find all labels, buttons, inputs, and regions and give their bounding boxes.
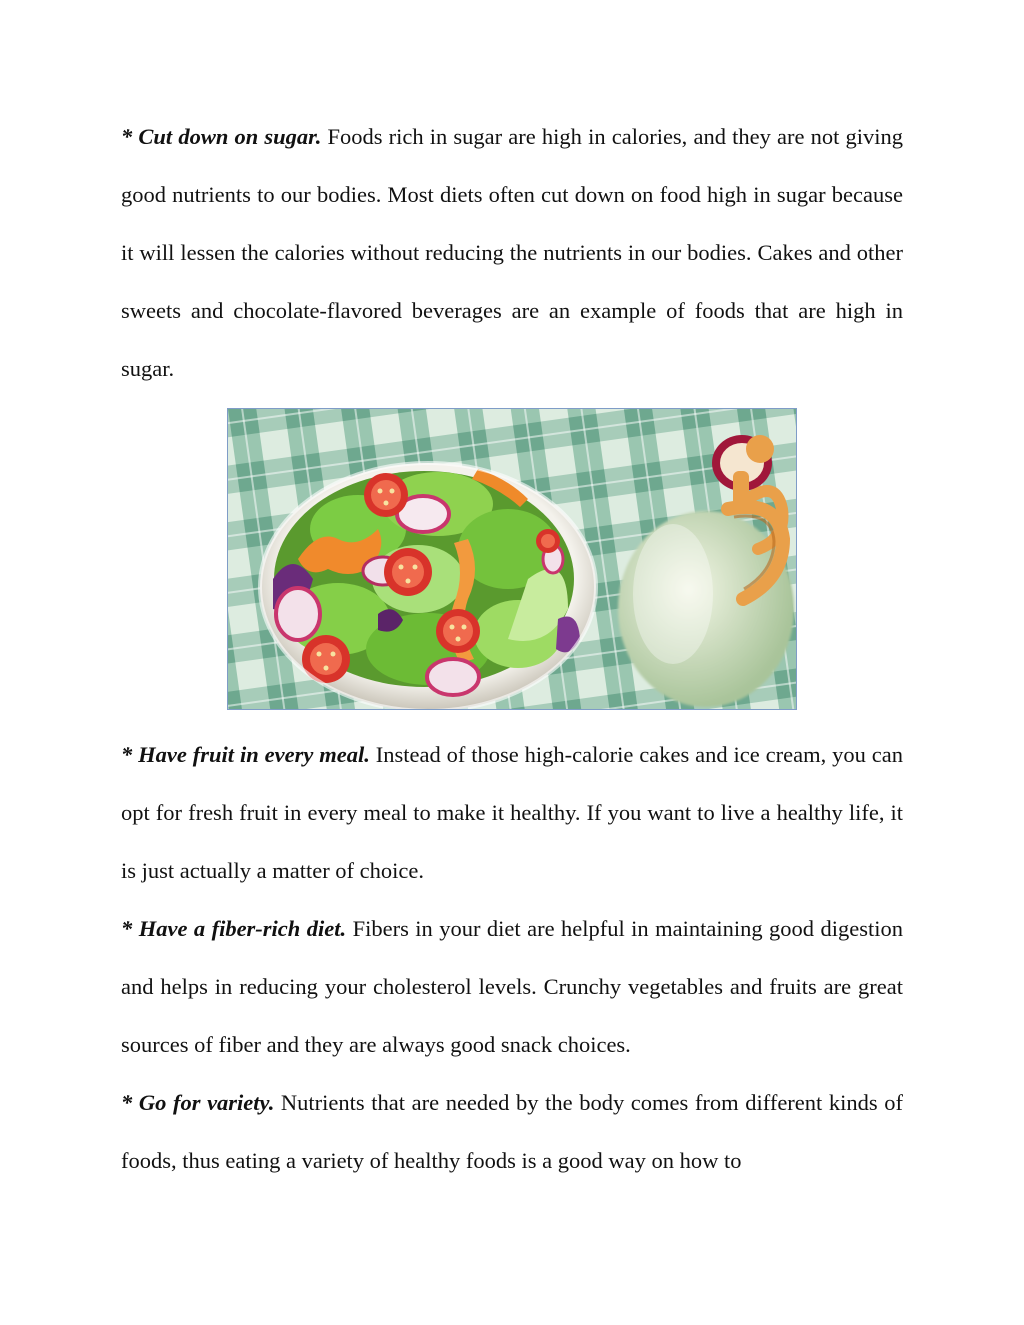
bullet-marker: * xyxy=(121,916,139,941)
bullet-marker: * xyxy=(121,742,139,767)
paragraph-heading: Have fruit in every meal. xyxy=(138,742,370,767)
paragraph-heading: Have a fiber-rich diet. xyxy=(138,916,347,941)
document-page xyxy=(121,108,903,1190)
paragraph-body: Nutrients that are needed by the body comes from different kinds of foods, thus eating a variety of healthy foods is a good way on how to xyxy=(121,1090,903,1173)
paragraph-body: Foods rich in sugar are high in calories, and they are not giving good nutrients to our bodies. Most diets often cut down on food high in sugar because it will lessen the calories without reducing the nutrients in our bodies. Cakes and other sweets and chocolate-flavored beverages are an example of foods that are high in sugar. xyxy=(121,124,903,381)
paragraph-fruit-every-meal xyxy=(121,726,903,900)
salad-bowl-image xyxy=(227,408,797,710)
paragraph-body: Fibers in your diet are helpful in maintaining good digestion and helps in reducing your cholesterol levels. Crunchy vegetables and fruits are great sources of fiber and they are always good snack choices. xyxy=(121,916,903,1057)
paragraph-heading: Cut down on sugar. xyxy=(138,124,322,149)
paragraph-heading: Go for variety. xyxy=(138,1090,275,1115)
paragraph-body: Instead of those high-calorie cakes and ice cream, you can opt for fresh fruit in every meal to make it healthy. If you want to live a healthy life, it is just actually a matter of choice. xyxy=(121,742,904,883)
paragraph-fiber-rich-diet xyxy=(121,900,903,1074)
bullet-marker: * xyxy=(121,1090,139,1115)
paragraph-cut-down-on-sugar xyxy=(121,108,903,398)
bullet-marker: * xyxy=(121,124,139,149)
paragraph-go-for-variety xyxy=(121,1074,903,1190)
